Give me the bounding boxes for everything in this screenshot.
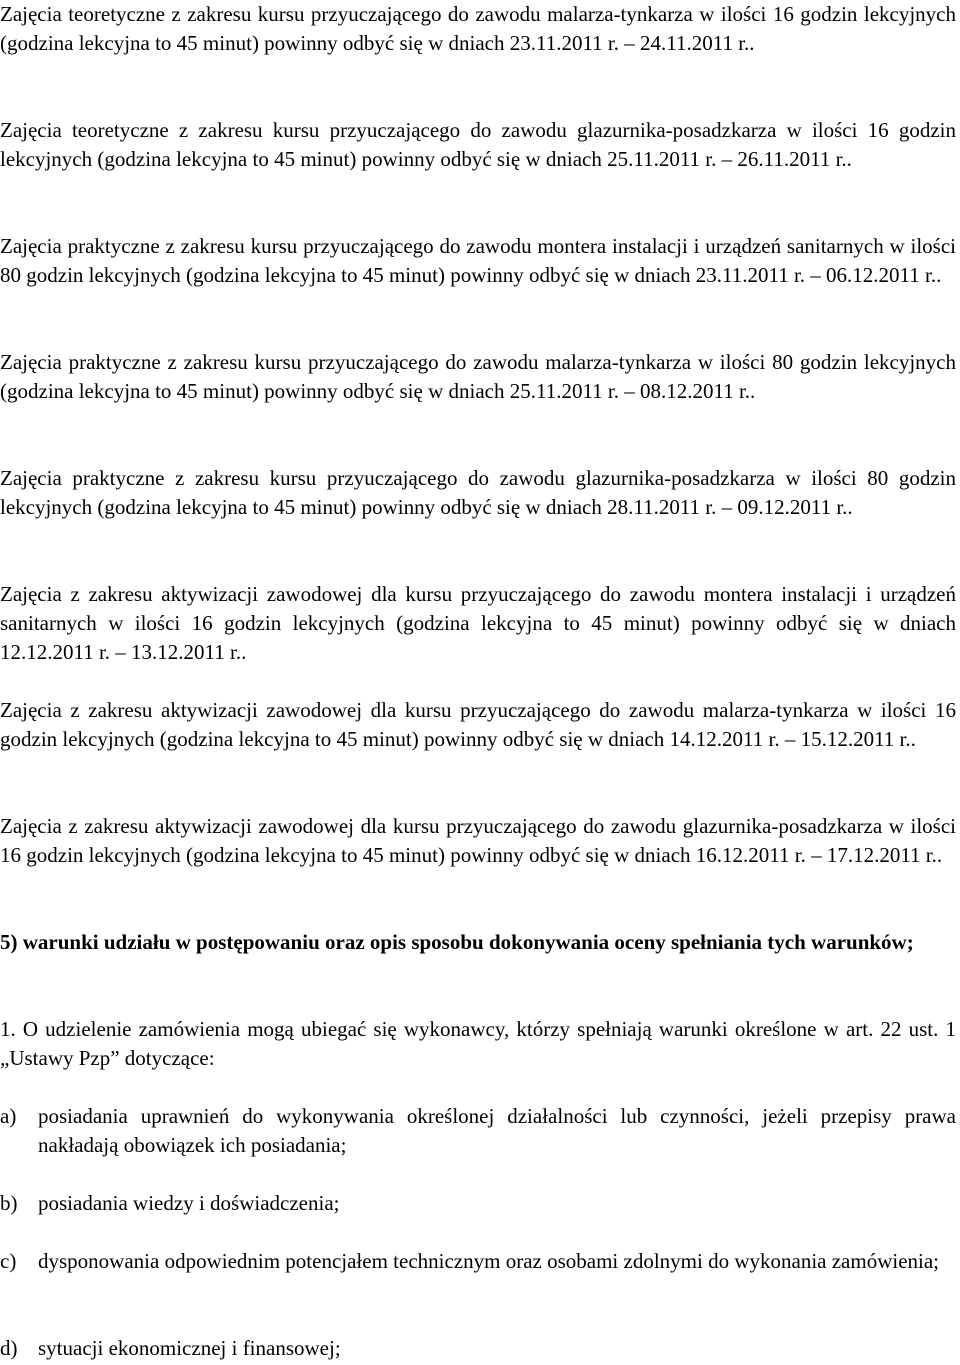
list-marker: b) (0, 1191, 18, 1215)
schedule-paragraph-1: Zajęcia teoretyczne z zakresu kursu przyuczającego do zawodu malarza-tynkarza w ilości 16 godzin lekcyjnych (godzina lekcyjna to 45 minut) powinny odbyć się w dniach 23.11.2011 r. – 24.11.2011 r.. (0, 2, 956, 55)
schedule-paragraph-8: Zajęcia z zakresu aktywizacji zawodowej dla kursu przyuczającego do zawodu glazurnika-posadzkarza w ilości 16 godzin lekcyjnych (godzina lekcyjna to 45 minut) powinny odbyć się w dniach 16.12.2011 r. – 17.12.2011 r.. (0, 814, 956, 867)
condition-list-item-d (0, 1334, 956, 1363)
schedule-paragraph-4: Zajęcia praktyczne z zakresu kursu przyuczającego do zawodu malarza-tynkarza w ilości 80 godzin lekcyjnych (godzina lekcyjna to 45 minut) powinny odbyć się w dniach 25.11.2011 r. – 08.12.2011 r.. (0, 350, 956, 403)
condition-list-item-b (0, 1189, 956, 1218)
list-item-text: sytuacji ekonomicznej i finansowej; (38, 1336, 341, 1360)
list-marker: d) (0, 1336, 18, 1360)
list-marker: a) (0, 1104, 17, 1128)
condition-list-item-a (0, 1102, 956, 1160)
condition-list-item-c (0, 1247, 956, 1276)
schedule-paragraph-2: Zajęcia teoretyczne z zakresu kursu przyuczającego do zawodu glazurnika-posadzkarza w ilości 16 godzin lekcyjnych (godzina lekcyjna to 45 minut) powinny odbyć się w dniach 25.11.2011 r. – 26.11.2011 r.. (0, 118, 956, 171)
schedule-paragraph-7: Zajęcia z zakresu aktywizacji zawodowej dla kursu przyuczającego do zawodu malarza-tynkarza w ilości 16 godzin lekcyjnych (godzina lekcyjna to 45 minut) powinny odbyć się w dniach 14.12.2011 r. – 15.12.2011 r.. (0, 698, 956, 751)
section-5-heading: 5) warunki udziału w postępowaniu oraz opis sposobu dokonywania oceny spełniania tych warunków; (0, 930, 914, 954)
schedule-paragraph-6: Zajęcia z zakresu aktywizacji zawodowej dla kursu przyuczającego do zawodu montera instalacji i urządzeń sanitarnych w ilości 16 godzin lekcyjnych (godzina lekcyjna to 45 minut) powinny odbyć się w dniach 12.12.2011 r. – 13.12.2011 r.. (0, 582, 956, 664)
schedule-paragraph-5: Zajęcia praktyczne z zakresu kursu przyuczającego do zawodu glazurnika-posadzkarza w ilości 80 godzin lekcyjnych (godzina lekcyjna to 45 minut) powinny odbyć się w dniach 28.11.2011 r. – 09.12.2011 r.. (0, 466, 956, 519)
section-5-intro: 1. O udzielenie zamówienia mogą ubiegać się wykonawcy, którzy spełniają warunki określone w art. 22 ust. 1 „Ustawy Pzp” dotyczące: (0, 1017, 956, 1070)
list-item-text: posiadania uprawnień do wykonywania określonej działalności lub czynności, jeżeli przepisy prawa nakładają obowiązek ich posiadania; (38, 1104, 956, 1157)
list-item-text: dysponowania odpowiednim potencjałem technicznym oraz osobami zdolnymi do wykonania zamówienia; (38, 1249, 940, 1273)
schedule-paragraph-3: Zajęcia praktyczne z zakresu kursu przyuczającego do zawodu montera instalacji i urządzeń sanitarnych w ilości 80 godzin lekcyjnych (godzina lekcyjna to 45 minut) powinny odbyć się w dniach 23.11.2011 r. – 06.12.2011 r.. (0, 234, 956, 287)
list-marker: c) (0, 1249, 17, 1273)
list-item-text: posiadania wiedzy i doświadczenia; (38, 1191, 340, 1215)
